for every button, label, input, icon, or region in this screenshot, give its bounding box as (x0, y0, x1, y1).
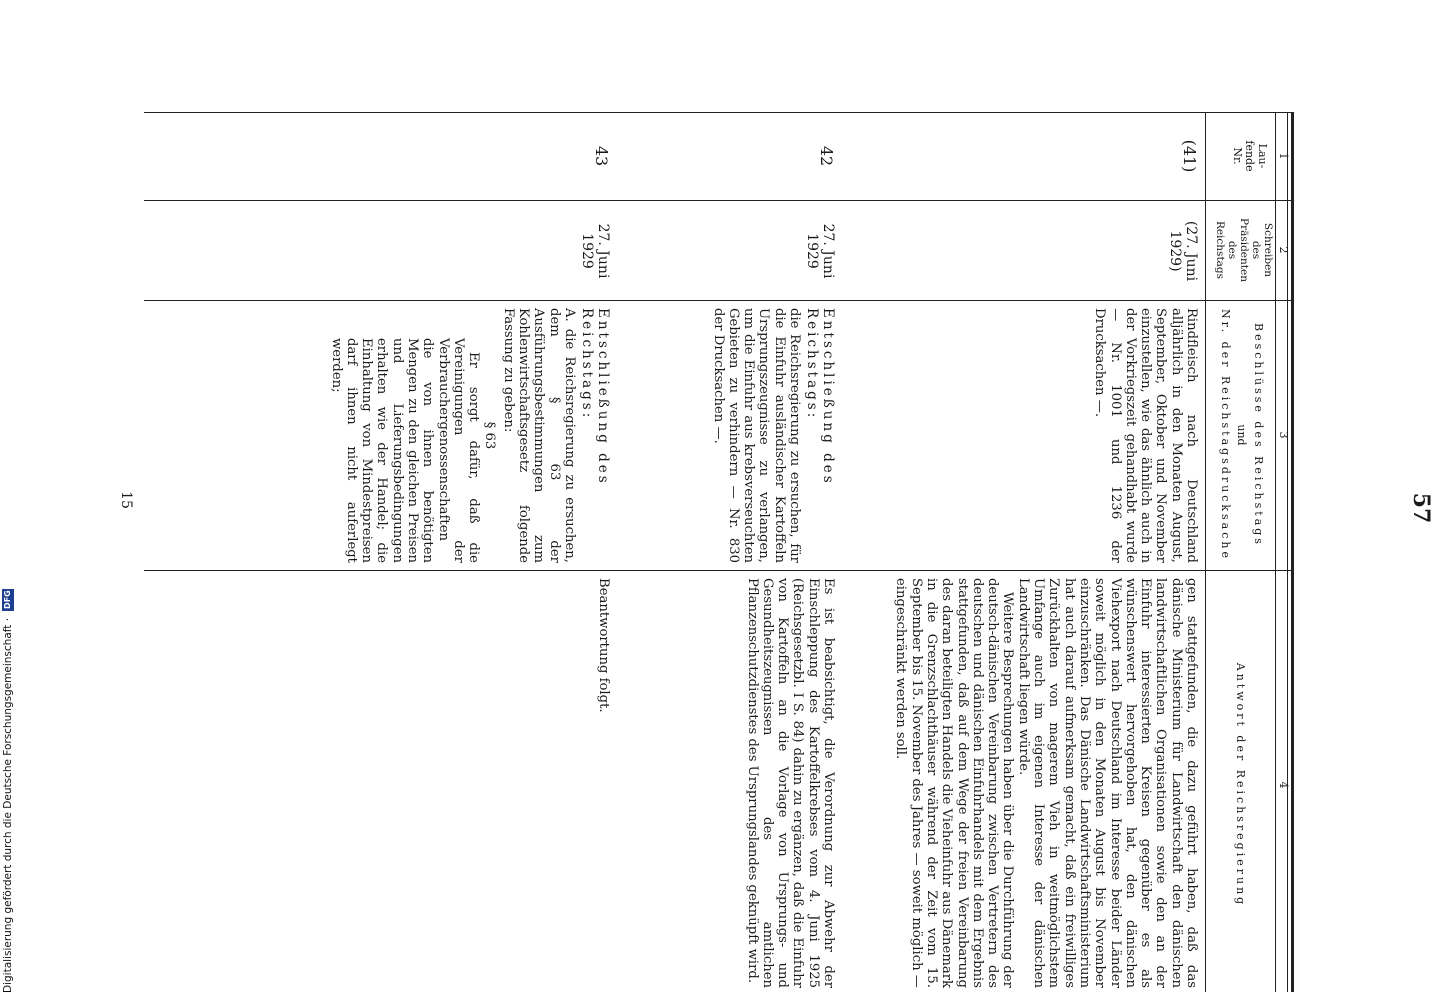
digitization-credit: Digitalisierung gefördert durch die Deutsche Forschungsgemeinschaft · DFG (2, 590, 14, 993)
row-resolution-text: die Reichsregierung zu ersuchen, für die Einfuhr ausländischer Kartoffeln Ursprungszeugnisse zu verlangen, um die Einfuhr aus krebsverseuchten Gebieten zu verhindern — Nr. 830 der Drucksachen —. (710, 308, 802, 563)
col1-header-line: fende (1243, 140, 1257, 172)
col2-header-line: des (1225, 240, 1238, 260)
table-top-rule (1291, 112, 1294, 992)
dfg-logo: DFG (3, 590, 12, 609)
page-number: 57 (1408, 492, 1434, 524)
col2-header-line: Präsidenten (1237, 218, 1250, 282)
col3-header (1218, 300, 1264, 570)
resolution-heading: Entschließung des Reichstags: (579, 308, 611, 486)
row-number: (41) (1180, 139, 1199, 173)
row-date: 27. Juni 1929 (578, 223, 611, 279)
answer-paragraph: Weitere Besprechungen haben über die Durchführung der deutsch-dänischen Vereinbarung zwischen Vertretern des deutschen und dänischen Einfuhrhandels mit dem Ergebnis stattgefunden, daß auf dem Wege der freien Vereinbarung des daran beteiligten Handels die Vieheinfuhr aus Dänemark in die Grenzschlachthäuser während der Zeit vom 15. September bis 15. November des Jahres — soweit möglich — eingeschränkt werden soll. (893, 578, 1016, 988)
col2-col3-rule (144, 300, 1294, 301)
row-date: (27. Juni 1929) (1166, 220, 1199, 282)
col-number-4: 4 (1277, 781, 1290, 789)
col-number-2: 2 (1277, 246, 1290, 254)
col-number-1: 1 (1277, 152, 1290, 160)
col1-col2-rule (144, 200, 1294, 201)
row-government-answer (893, 578, 1199, 988)
col3-col4-rule (144, 570, 1294, 571)
row-government-answer: Beantwortung folgt. (596, 578, 611, 713)
answer-paragraph: gen stattgefunden, die dazu geführt haben, daß das dänische Ministerium für Landwirtschaft den dänischen landwirtschaftlichen Organisationen sowie den an der Einfuhr interessierten Kreisen gegenüber es als wünschenswert hervorgehoben hat, den dänischen Viehexport nach Deutschland im Interesse beider Länder soweit möglich in den Monaten August bis November einzuschränken. Das Dänische Landwirtschaftsministerium hat auch darauf aufmerksam gemacht, daß ein freiwilliges Zurückhalten von magerem Vieh in weitmöglichstem Umfange auch im eigenen Interesse der dänischen Landwirtschaft liegen würde. (1015, 578, 1199, 988)
col1-header-line: Nr. (1230, 147, 1244, 165)
col2-header-line: des (1249, 240, 1262, 260)
footer-number: 15 (118, 491, 134, 509)
header-bottom-rule (1205, 112, 1206, 992)
col2-header (1214, 200, 1274, 300)
col2-header-line: Reichstags (1213, 220, 1226, 280)
resolution-heading: Entschließung des Reichstags: (804, 308, 836, 486)
col2-header-line: Schreiben (1262, 222, 1274, 278)
row-government-answer: Es ist beabsichtigt, die Verordnung zur Abwehr der Einschleppung des Kartoffelkrebses vom 4. Juni 1925 (Reichsgesetzbl. I S. 84) dahin zu ergänzen, daß die Einfuhr von Kartoffeln an die Vorlage von Ursprungs- und Gesundheitszeugnissen des amtlichen Pflanzenschutzdienstes des Ursprungslandes geknüpft wird. (744, 578, 836, 988)
paragraph-sign: § 63 (481, 421, 497, 450)
credit-text: Digitalisierung gefördert durch die Deutsche Forschungsgemeinschaft (2, 624, 14, 993)
col4-header: Antwort der Reichsregierung (1234, 662, 1247, 908)
col-number-3: 3 (1277, 431, 1290, 439)
col1-header (1230, 112, 1268, 200)
row-resolution-text: Rindfleisch nach Deutschland alljährlich in den Monaten August, September, Oktober und November einzustellen, wie das ähnlich auch in der Vorkriegszeit gehandhabt wurde — Nr. 1001 und 1236 der Drucksachen —. (1092, 308, 1199, 563)
row-number: 43 (592, 145, 611, 167)
row-resolution (328, 308, 611, 563)
col3-header-line: Nr. der Reichstagsdrucksache (1218, 308, 1232, 561)
row-resolution (710, 308, 836, 563)
col3-header-line: und (1235, 424, 1249, 446)
row-number: 42 (817, 145, 836, 167)
row-resolution-text: Er sorgt dafür, daß die Vereinigungen der Verbrauchergenossenschaften die von ihnen benötigten Mengen zu den gleichen Preisen und Lieferungsbedingungen erhalten wie der Handel; die Einhaltung von Mindestpreisen darf ihnen nicht auferlegt werden; (328, 338, 482, 563)
col1-header-line: Lau- (1256, 143, 1269, 169)
col3-header-line: Beschlüsse des Reichstags (1252, 323, 1265, 547)
table-left-rule (144, 112, 1294, 113)
row-date: 27. Juni 1929 (803, 223, 836, 279)
row-resolution-text: A. die Reichsregierung zu ersuchen, dem § 63 der Ausführungsbestimmungen zum Kohlenwirtschaftsgesetz folgende Fassung zu geben: (500, 308, 577, 563)
